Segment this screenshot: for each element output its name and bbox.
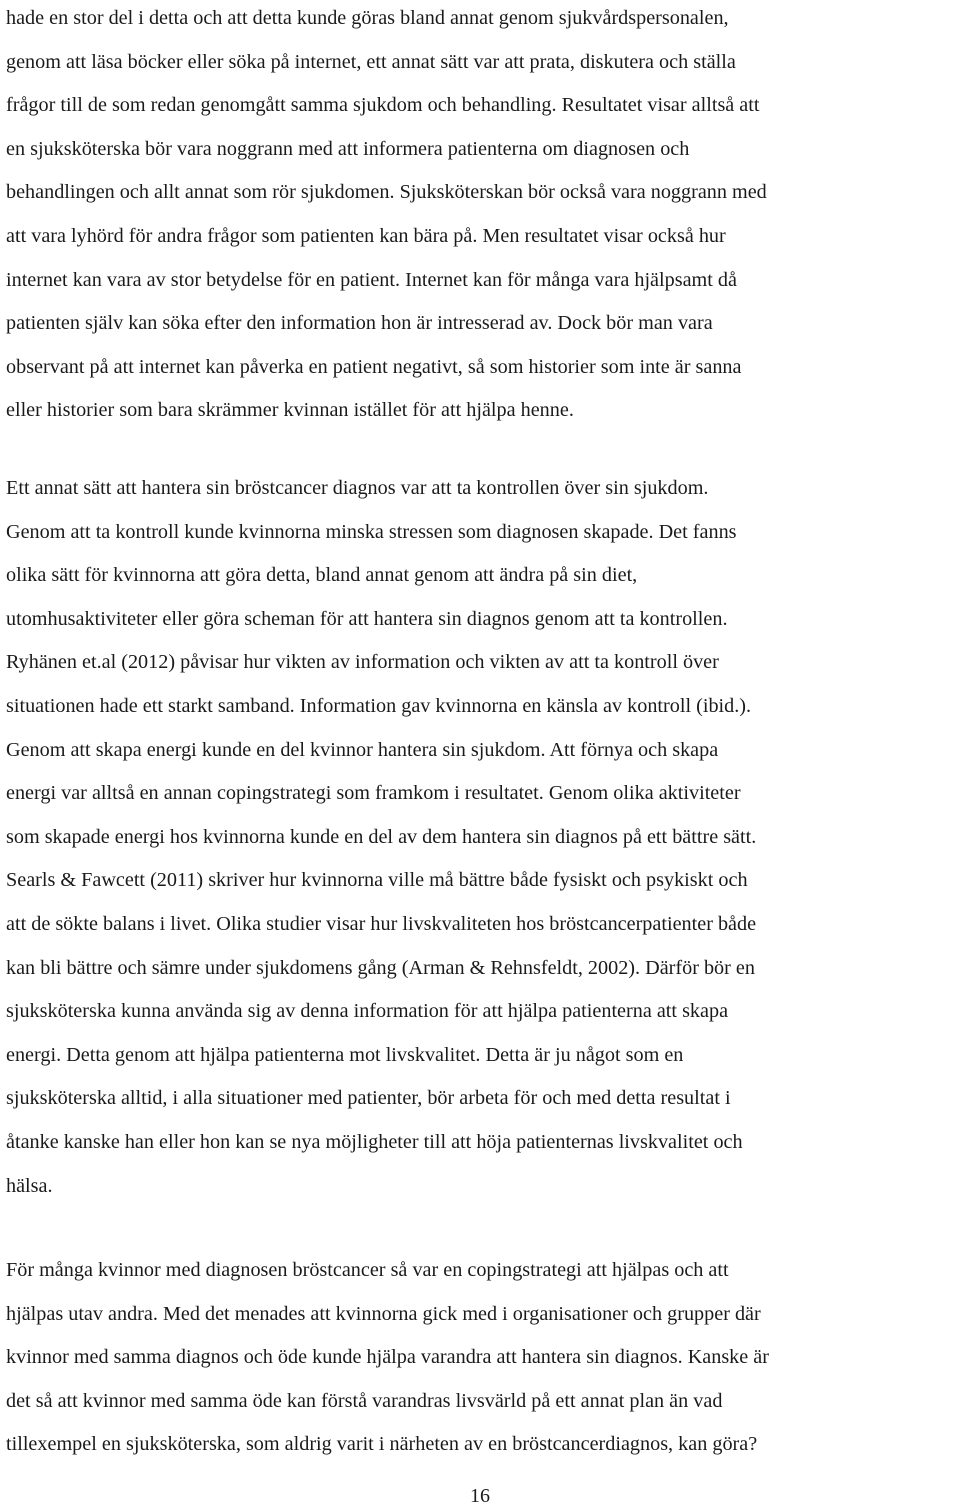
text-line: en sjuksköterska bör vara noggrann med att informera patienterna om diagnosen och — [6, 137, 690, 160]
text-line: patienten själv kan söka efter den information hon är intresserad av. Dock bör man vara — [6, 312, 713, 335]
text-line: energi. Detta genom att hjälpa patienterna mot livskvalitet. Detta är ju något som en — [6, 1043, 684, 1066]
text-line: sjuksköterska kunna använda sig av denna information för att hjälpa patienterna att skapa — [6, 1000, 729, 1023]
text-line: Ryhänen et.al (2012) påvisar hur vikten av information och vikten av att ta kontroll över — [6, 651, 719, 674]
text-line: observant på att internet kan påverka en patient negativt, så som historier som inte är sanna — [6, 355, 742, 378]
text-line: tillexempel en sjuksköterska, som aldrig varit i närheten av en bröstcancerdiagnos, kan göra? — [6, 1433, 758, 1456]
text-line: behandlingen och allt annat som rör sjukdomen. Sjuksköterskan bör också vara noggrann med — [6, 181, 767, 204]
text-line: att vara lyhörd för andra frågor som patienten kan bära på. Men resultatet visar också hur — [6, 224, 726, 247]
text-line: som skapade energi hos kvinnorna kunde en del av dem hantera sin diagnos på ett bättre sätt. — [6, 825, 757, 848]
text-line: olika sätt för kvinnorna att göra detta, bland annat genom att ändra på sin diet, — [6, 564, 638, 587]
text-line: åtanke kanske han eller hon kan se nya möjligheter till att höja patienternas livskvalitet och — [6, 1130, 743, 1153]
text-line: hälsa. — [6, 1174, 53, 1197]
text-line: energi var alltså en annan copingstrategi som framkom i resultatet. Genom olika aktiviteter — [6, 782, 741, 805]
text-line: Genom att skapa energi kunde en del kvinnor hantera sin sjukdom. Att förnya och skapa — [6, 738, 719, 761]
text-line: hjälpas utav andra. Med det menades att kvinnorna gick med i organisationer och grupper där — [6, 1302, 761, 1325]
text-line: För många kvinnor med diagnosen bröstcancer så var en copingstrategi att hjälpas och att — [6, 1259, 729, 1281]
text-line: internet kan vara av stor betydelse för en patient. Internet kan för många vara hjälpsamt då — [6, 268, 737, 291]
text-line: kvinnor med samma diagnos och öde kunde hjälpa varandra att hantera sin diagnos. Kanske är — [6, 1346, 769, 1369]
text-line: Searls & Fawcett (2011) skriver hur kvinnorna ville må bättre både fysiskt och psykiskt och — [6, 869, 748, 892]
text-line: frågor till de som redan genomgått samma sjukdom och behandling. Resultatet visar alltså att — [6, 94, 760, 117]
paragraph — [6, 467, 960, 1208]
text-line: kan bli bättre och sämre under sjukdomens gång (Arman & Rehnsfeldt, 2002). Därför bör en — [6, 956, 755, 979]
text-line: det så att kvinnor med samma öde kan förstå varandras livsvärld på ett annat plan än vad — [6, 1389, 723, 1412]
paragraph — [6, 1249, 960, 1467]
text-line: utomhusaktiviteter eller göra scheman för att hantera sin diagnos genom att ta kontrollen. — [6, 607, 728, 630]
text-line: Ett annat sätt att hantera sin bröstcancer diagnos var att ta kontrollen över sin sjukdom. — [6, 477, 709, 499]
text-line: Genom att ta kontroll kunde kvinnorna minska stressen som diagnosen skapade. Det fanns — [6, 520, 737, 543]
text-line: att de sökte balans i livet. Olika studier visar hur livskvaliteten hos bröstcancerpatienter både — [6, 912, 757, 935]
text-line: sjuksköterska alltid, i alla situationer med patienter, bör arbeta för och med detta resultat i — [6, 1087, 731, 1110]
page-number: 16 — [470, 1485, 490, 1507]
text-line: hade en stor del i detta och att detta kunde göras bland annat genom sjukvårdspersonalen, — [6, 7, 729, 29]
paragraph — [6, 0, 960, 433]
text-line: eller historier som bara skrämmer kvinnan istället för att hjälpa henne. — [6, 399, 574, 422]
text-line: genom att läsa böcker eller söka på internet, ett annat sätt var att prata, diskutera och ställa — [6, 50, 736, 73]
text-line: situationen hade ett starkt samband. Information gav kvinnorna en känsla av kontroll (ibid.). — [6, 694, 752, 717]
